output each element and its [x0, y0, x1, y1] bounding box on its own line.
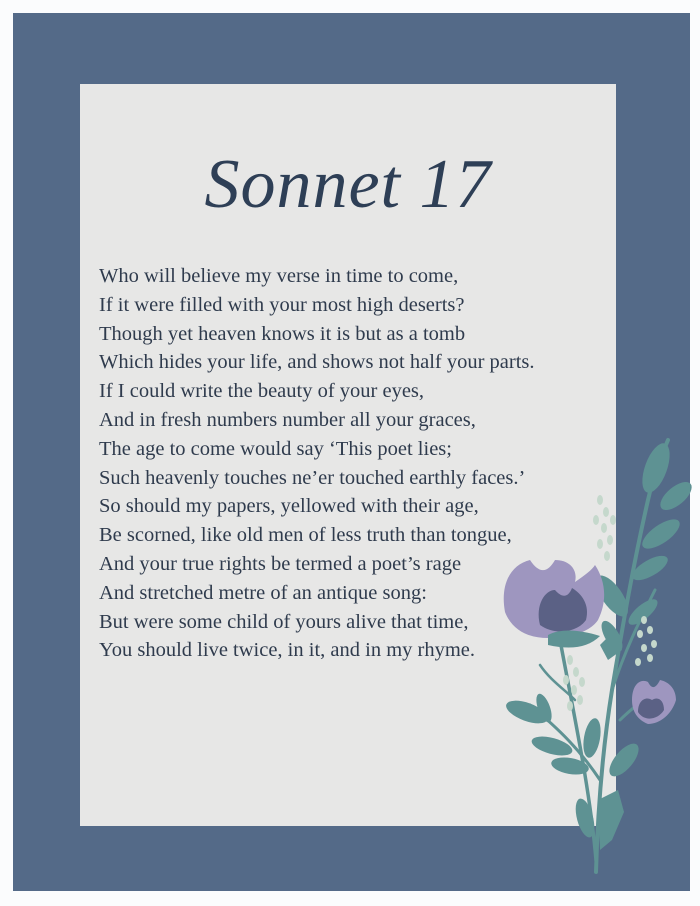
- poem-line: You should live twice, in it, and in my rhyme.: [99, 639, 476, 662]
- page-title: Sonnet 17: [204, 146, 492, 223]
- poem-text: [99, 262, 535, 665]
- poem-line: Be scorned, like old men of less truth than tongue,: [99, 524, 512, 547]
- poem-line: Though yet heaven knows it is but as a tomb: [99, 322, 466, 345]
- poem-line: And in fresh numbers number all your graces,: [99, 408, 476, 431]
- poem-line: But were some child of yours alive that time,: [99, 610, 469, 633]
- poem-line: If it were filled with your most high deserts?: [99, 293, 465, 316]
- poem-line: And your true rights be termed a poet’s rage: [99, 552, 462, 575]
- poem-line: Who will believe my verse in time to come,: [99, 265, 459, 287]
- poem-line: Which hides your life, and shows not half your parts.: [99, 351, 535, 374]
- poem-line: If I could write the beauty of your eyes,: [99, 380, 425, 403]
- poem-line: And stretched metre of an antique song:: [99, 581, 427, 604]
- poem-line: The age to come would say ‘This poet lies;: [99, 437, 452, 460]
- poem-line: Such heavenly touches ne’er touched earthly faces.’: [99, 466, 526, 489]
- poem-line: So should my papers, yellowed with their age,: [99, 495, 479, 518]
